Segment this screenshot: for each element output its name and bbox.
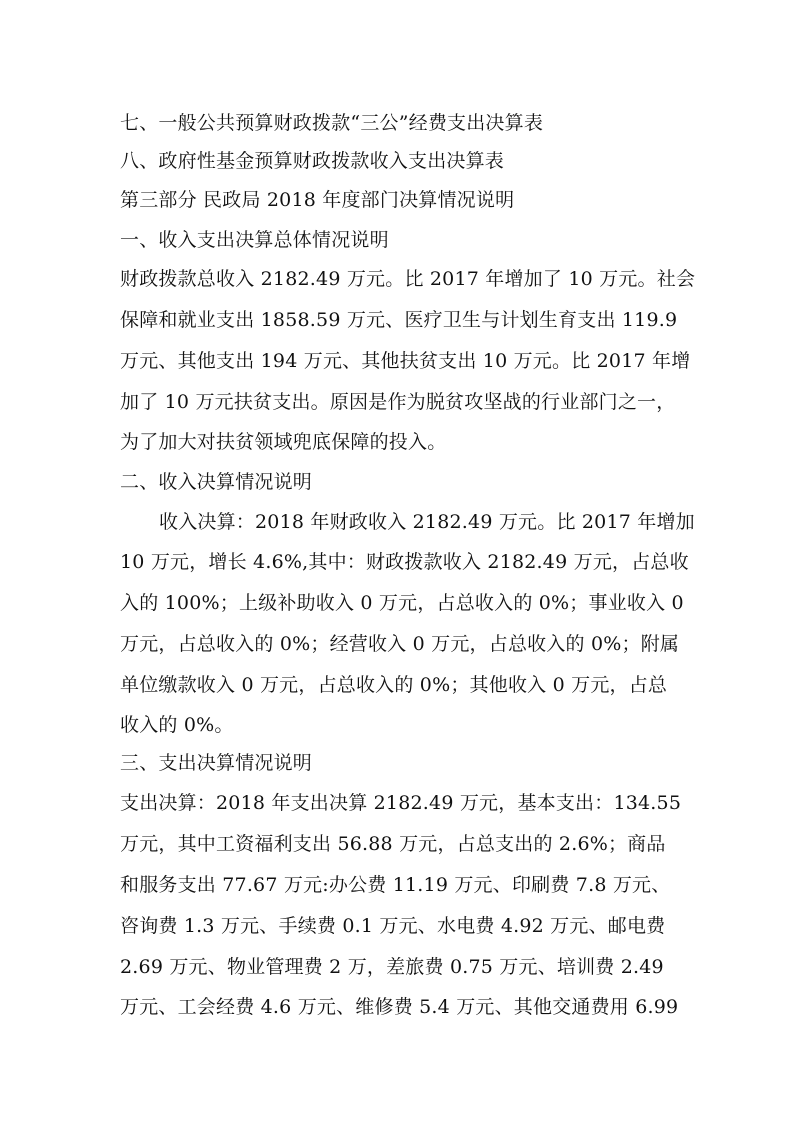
paragraph-line: 咨询费 1.3 万元、手续费 0.1 万元、水电费 4.92 万元、邮电费	[120, 915, 666, 937]
paragraph-line: 收入的 0%。	[120, 714, 234, 736]
paragraph-line: 2.69 万元、物业管理费 2 万，差旅费 0.75 万元、培训费 2.49	[120, 956, 664, 978]
paragraph-line: 收入决算：2018 年财政收入 2182.49 万元。比 2017 年增加	[159, 511, 695, 533]
section-heading-2: 二、收入决算情况说明	[120, 471, 313, 493]
paragraph-line: 财政拨款总收入 2182.49 万元。比 2017 年增加了 10 万元。社会	[120, 268, 696, 290]
paragraph-line: 保障和就业支出 1858.59 万元、医疗卫生与计划生育支出 119.9	[120, 309, 678, 331]
paragraph-line: 为了加大对扶贫领域兜底保障的投入。	[120, 431, 447, 453]
paragraph-line: 入的 100%；上级补助收入 0 万元，占总收入的 0%；事业收入 0	[120, 592, 684, 614]
section-heading-1: 一、收入支出决算总体情况说明	[120, 229, 389, 251]
paragraph-line: 万元，其中工资福利支出 56.88 万元，占总支出的 2.6%；商品	[120, 833, 666, 855]
paragraph-line: 万元，占总收入的 0%；经营收入 0 万元，占总收入的 0%；附属	[120, 633, 680, 655]
paragraph-line: 10 万元，增长 4.6%,其中：财政拨款收入 2182.49 万元，占总收	[120, 551, 689, 573]
paragraph-line: 单位缴款收入 0 万元，占总收入的 0%；其他收入 0 万元，占总	[120, 674, 668, 696]
paragraph-line: 加了 10 万元扶贫支出。原因是作为脱贫攻坚战的行业部门之一，	[120, 391, 676, 413]
part-three-heading: 第三部分 民政局 2018 年度部门决算情况说明	[120, 189, 515, 211]
paragraph-line: 万元、其他支出 194 万元、其他扶贫支出 10 万元。比 2017 年增	[120, 350, 691, 372]
paragraph-line: 和服务支出 77.67 万元:办公费 11.19 万元、印刷费 7.8 万元、	[120, 874, 671, 896]
paragraph-line: 支出决算：2018 年支出决算 2182.49 万元，基本支出：134.55	[120, 792, 682, 814]
toc-item-7: 七、一般公共预算财政拨款“三公”经费支出决算表	[120, 112, 544, 134]
paragraph-line: 万元、工会经费 4.6 万元、维修费 5.4 万元、其他交通费用 6.99	[120, 996, 679, 1018]
toc-item-8: 八、政府性基金预算财政拨款收入支出决算表	[120, 150, 505, 172]
section-heading-3: 三、支出决算情况说明	[120, 752, 313, 774]
